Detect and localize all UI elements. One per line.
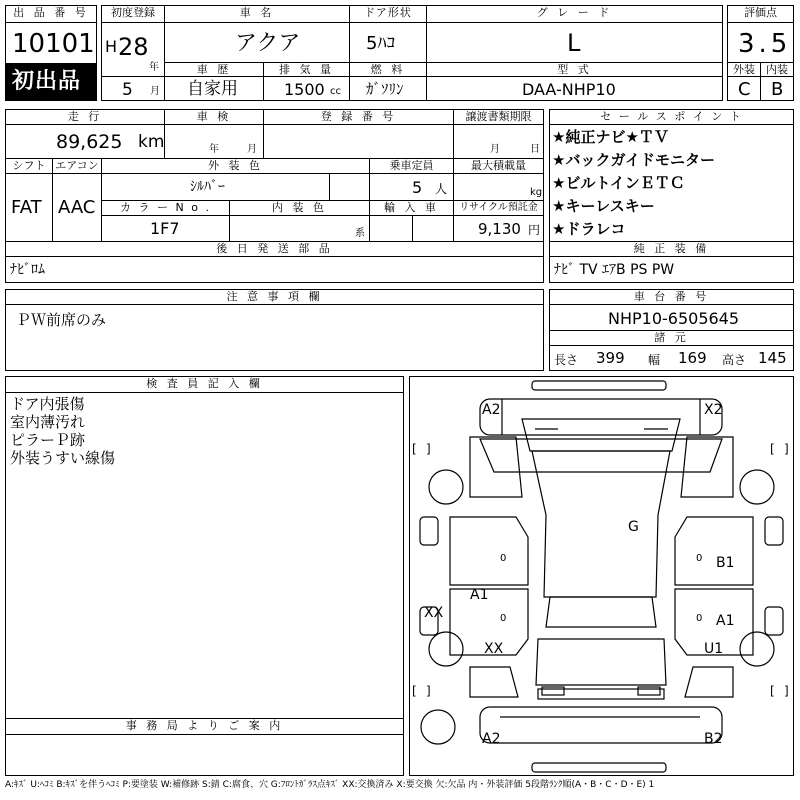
car-diagram-svg (410, 377, 793, 775)
color-no-header: カ ラ ー N o . (101, 200, 230, 216)
interior-grade: B (771, 79, 784, 100)
door-type: 5ﾊｺ (366, 33, 396, 54)
selling-point-5: ★ドラレコ (552, 220, 626, 238)
recycle-fee: 9,130 (478, 220, 521, 238)
exterior-grade-cell (727, 76, 761, 101)
bracket-right-bottom-close: ] (784, 684, 789, 698)
zero-2: 0 (500, 613, 507, 624)
inspection-header: 車 検 (164, 109, 264, 125)
shift: FAT (11, 197, 42, 218)
ext-color-extra-cell (329, 173, 370, 201)
history-header: 車 歴 (164, 62, 264, 77)
door-header: ドア形状 (349, 5, 427, 23)
inspector-cell (5, 392, 404, 719)
year-unit: 年 (149, 62, 159, 73)
interior-grade-cell (760, 76, 794, 101)
era: H (105, 37, 118, 56)
mileage: 89,625 (56, 131, 123, 153)
mark-left-door: A1 (470, 587, 489, 603)
later-parts: ﾅﾋﾞﾛﾑ (10, 262, 45, 278)
import-cell-b (412, 215, 454, 242)
transfer-day-unit: 日 (530, 144, 540, 155)
first-reg-year: 28 (118, 33, 149, 61)
mark-right-rear-quarter: U1 (704, 641, 724, 657)
mark-glass: G (628, 519, 639, 535)
lot-number-header: 出 品 番 号 (5, 5, 97, 23)
mileage-cell (5, 124, 165, 159)
chassis-header: 車 台 番 号 (549, 289, 794, 305)
length-label: 長さ (554, 353, 579, 367)
bracket-right-top-close: ] (784, 442, 789, 456)
office-header: 事 務 局 よ り ご 案 内 (5, 718, 404, 735)
mileage-header: 走 行 (5, 109, 165, 125)
color-no: 1F7 (150, 219, 180, 238)
transfer-month-unit: 月 (490, 144, 500, 155)
legend: A:ｷｽﾞ U:ﾍｺﾐ B:ｷｽﾞを伴うﾍｺﾐ P:要塗装 W:補修跡 S:錆 C:腐食、穴 G:ﾌﾛﾝﾄｶﾞﾗｽ点ｷｽﾞ XX:交換済み X:要交換 欠:欠品 内・外装評価 5段階ﾗﾝｸ順(A・B・C・D・E) 1 (5, 780, 655, 790)
int-color-cell (229, 215, 370, 242)
history: 自家用 (187, 79, 238, 99)
mark-rear-right: B2 (704, 731, 723, 747)
model-code: DAA-NHP10 (522, 80, 616, 99)
first-listing-badge: 初出品 (5, 64, 97, 101)
fuel-header: 燃 料 (349, 62, 427, 77)
zero-3: 0 (696, 553, 703, 564)
car-name-cell (164, 22, 350, 63)
ac: AAC (58, 197, 96, 218)
transfer-deadline-cell (453, 124, 544, 159)
notes: ＰＷ前席のみ (16, 311, 107, 329)
width: 169 (678, 349, 707, 367)
notes-cell (5, 304, 544, 371)
car-name: アクア (235, 31, 301, 56)
max-load-unit: kg (530, 187, 543, 198)
ext-color-cell (101, 173, 330, 201)
car-diagram (409, 376, 794, 776)
model-code-cell (426, 76, 723, 101)
transfer-deadline-header: 譲渡書類期限 (453, 109, 544, 125)
score-header: 評価点 (727, 5, 794, 23)
inspector-note-2: 室内薄汚れ (10, 413, 86, 431)
mark-front-right: X2 (704, 402, 723, 418)
inspector-note-1: ドア内張傷 (10, 395, 85, 413)
import-header: 輸 入 車 (369, 200, 454, 216)
capacity-header: 乗車定員 (369, 158, 454, 174)
bracket-left-bottom: [ (412, 684, 417, 698)
mark-right-front-fender: B1 (716, 555, 735, 571)
later-parts-cell (5, 256, 544, 283)
model-code-header: 型 式 (426, 62, 723, 77)
height-label: 高さ (722, 353, 747, 367)
grade-header: グ レ ー ド (426, 5, 723, 23)
selling-points-cell (549, 124, 794, 242)
recycle-header: リサイクル預託金 (453, 200, 544, 216)
specs-header: 諸 元 (549, 330, 794, 346)
lot-number: 10101 (12, 29, 95, 59)
chassis-cell (549, 304, 794, 331)
import-cell-a (369, 215, 413, 242)
height: 145 (758, 349, 787, 367)
inspector-note-3: ピラーＰ跡 (10, 431, 86, 449)
length: 399 (596, 349, 625, 367)
equipment-header: 純 正 装 備 (549, 241, 794, 257)
score-cell (727, 22, 794, 63)
inspection-year-unit: 年 (209, 144, 219, 155)
inspection-month-unit: 月 (247, 144, 257, 155)
ac-header: エアコン (52, 158, 102, 174)
reg-no-cell (263, 124, 454, 159)
office-cell (5, 734, 404, 776)
fuel-cell (349, 76, 427, 101)
width-label: 幅 (648, 353, 661, 367)
mark-front-left: A2 (482, 402, 501, 418)
selling-point-4: ★キーレスキー (552, 197, 655, 215)
equipment-cell (549, 256, 794, 283)
bracket-left-top: [ (412, 442, 417, 456)
color-no-cell (101, 215, 230, 242)
month-unit: 月 (150, 86, 160, 97)
reg-no-header: 登 録 番 号 (263, 109, 454, 125)
first-reg-month-cell (101, 76, 165, 101)
lot-number-cell (5, 22, 97, 64)
car-name-header: 車 名 (164, 5, 350, 23)
recycle-cell (453, 215, 544, 242)
exterior-header: 外装 (727, 62, 761, 77)
later-parts-header: 後 日 発 送 部 品 (5, 241, 544, 257)
displacement-header: 排 気 量 (263, 62, 350, 77)
bracket-left-top-close: ] (426, 442, 431, 456)
int-color-header: 内 装 色 (229, 200, 370, 216)
bracket-right-bottom: [ (770, 684, 775, 698)
score: 3.5 (738, 29, 792, 59)
selling-points-header: セ ー ル ス ポ イ ン ト (549, 109, 794, 125)
int-color-unit: 系 (355, 228, 365, 239)
bracket-left-bottom-close: ] (426, 684, 431, 698)
selling-point-3: ★ビルトインＥＴＣ (552, 174, 685, 192)
ext-color: ｼﾙﾊﾞｰ (190, 179, 225, 195)
specs-cell (549, 345, 794, 371)
equipment: ﾅﾋﾞ TV ｴｱB PS PW (554, 262, 675, 278)
displacement-cell (263, 76, 350, 101)
mileage-unit: km (138, 132, 165, 152)
displacement: 1500 (284, 80, 325, 99)
first-reg-header: 初度登録 (101, 5, 165, 23)
mark-left-rear-side: XX (424, 605, 444, 621)
ac-cell (52, 173, 102, 242)
capacity: 5 (412, 178, 423, 197)
chassis-no: NHP10-6505645 (608, 309, 740, 328)
mark-rear-left: A2 (482, 731, 501, 747)
shift-cell (5, 173, 53, 242)
notes-header: 注 意 事 項 欄 (5, 289, 544, 305)
shift-header: シフト (5, 158, 53, 174)
inspector-note-4: 外装うすい線傷 (10, 449, 116, 467)
interior-header: 内装 (760, 62, 794, 77)
inspection-cell (164, 124, 264, 159)
inspector-header: 検 査 員 記 入 欄 (5, 376, 404, 393)
recycle-unit: 円 (528, 223, 541, 237)
selling-point-2: ★バックガイドモニター (552, 151, 715, 169)
history-cell (164, 76, 264, 101)
capacity-cell (369, 173, 454, 201)
max-load-header: 最大積載量 (453, 158, 544, 174)
exterior-grade: C (738, 79, 751, 100)
displacement-unit: cc (330, 86, 341, 97)
first-reg-year-cell (101, 22, 165, 77)
first-reg-month: 5 (122, 80, 133, 100)
fuel: ｶﾞｿﾘﾝ (366, 80, 404, 98)
zero-4: 0 (696, 613, 703, 624)
mark-right-rear-door: A1 (716, 613, 735, 629)
max-load-cell (453, 173, 544, 201)
selling-point-1: ★純正ナビ★ＴＶ (552, 128, 669, 146)
ext-color-header: 外 装 色 (101, 158, 370, 174)
grade: L (567, 29, 581, 57)
bracket-right-top: [ (770, 442, 775, 456)
grade-cell (426, 22, 723, 63)
mark-left-rear-quarter: XX (484, 641, 504, 657)
door-cell (349, 22, 427, 63)
capacity-unit: 人 (435, 182, 448, 196)
zero-1: 0 (500, 553, 507, 564)
